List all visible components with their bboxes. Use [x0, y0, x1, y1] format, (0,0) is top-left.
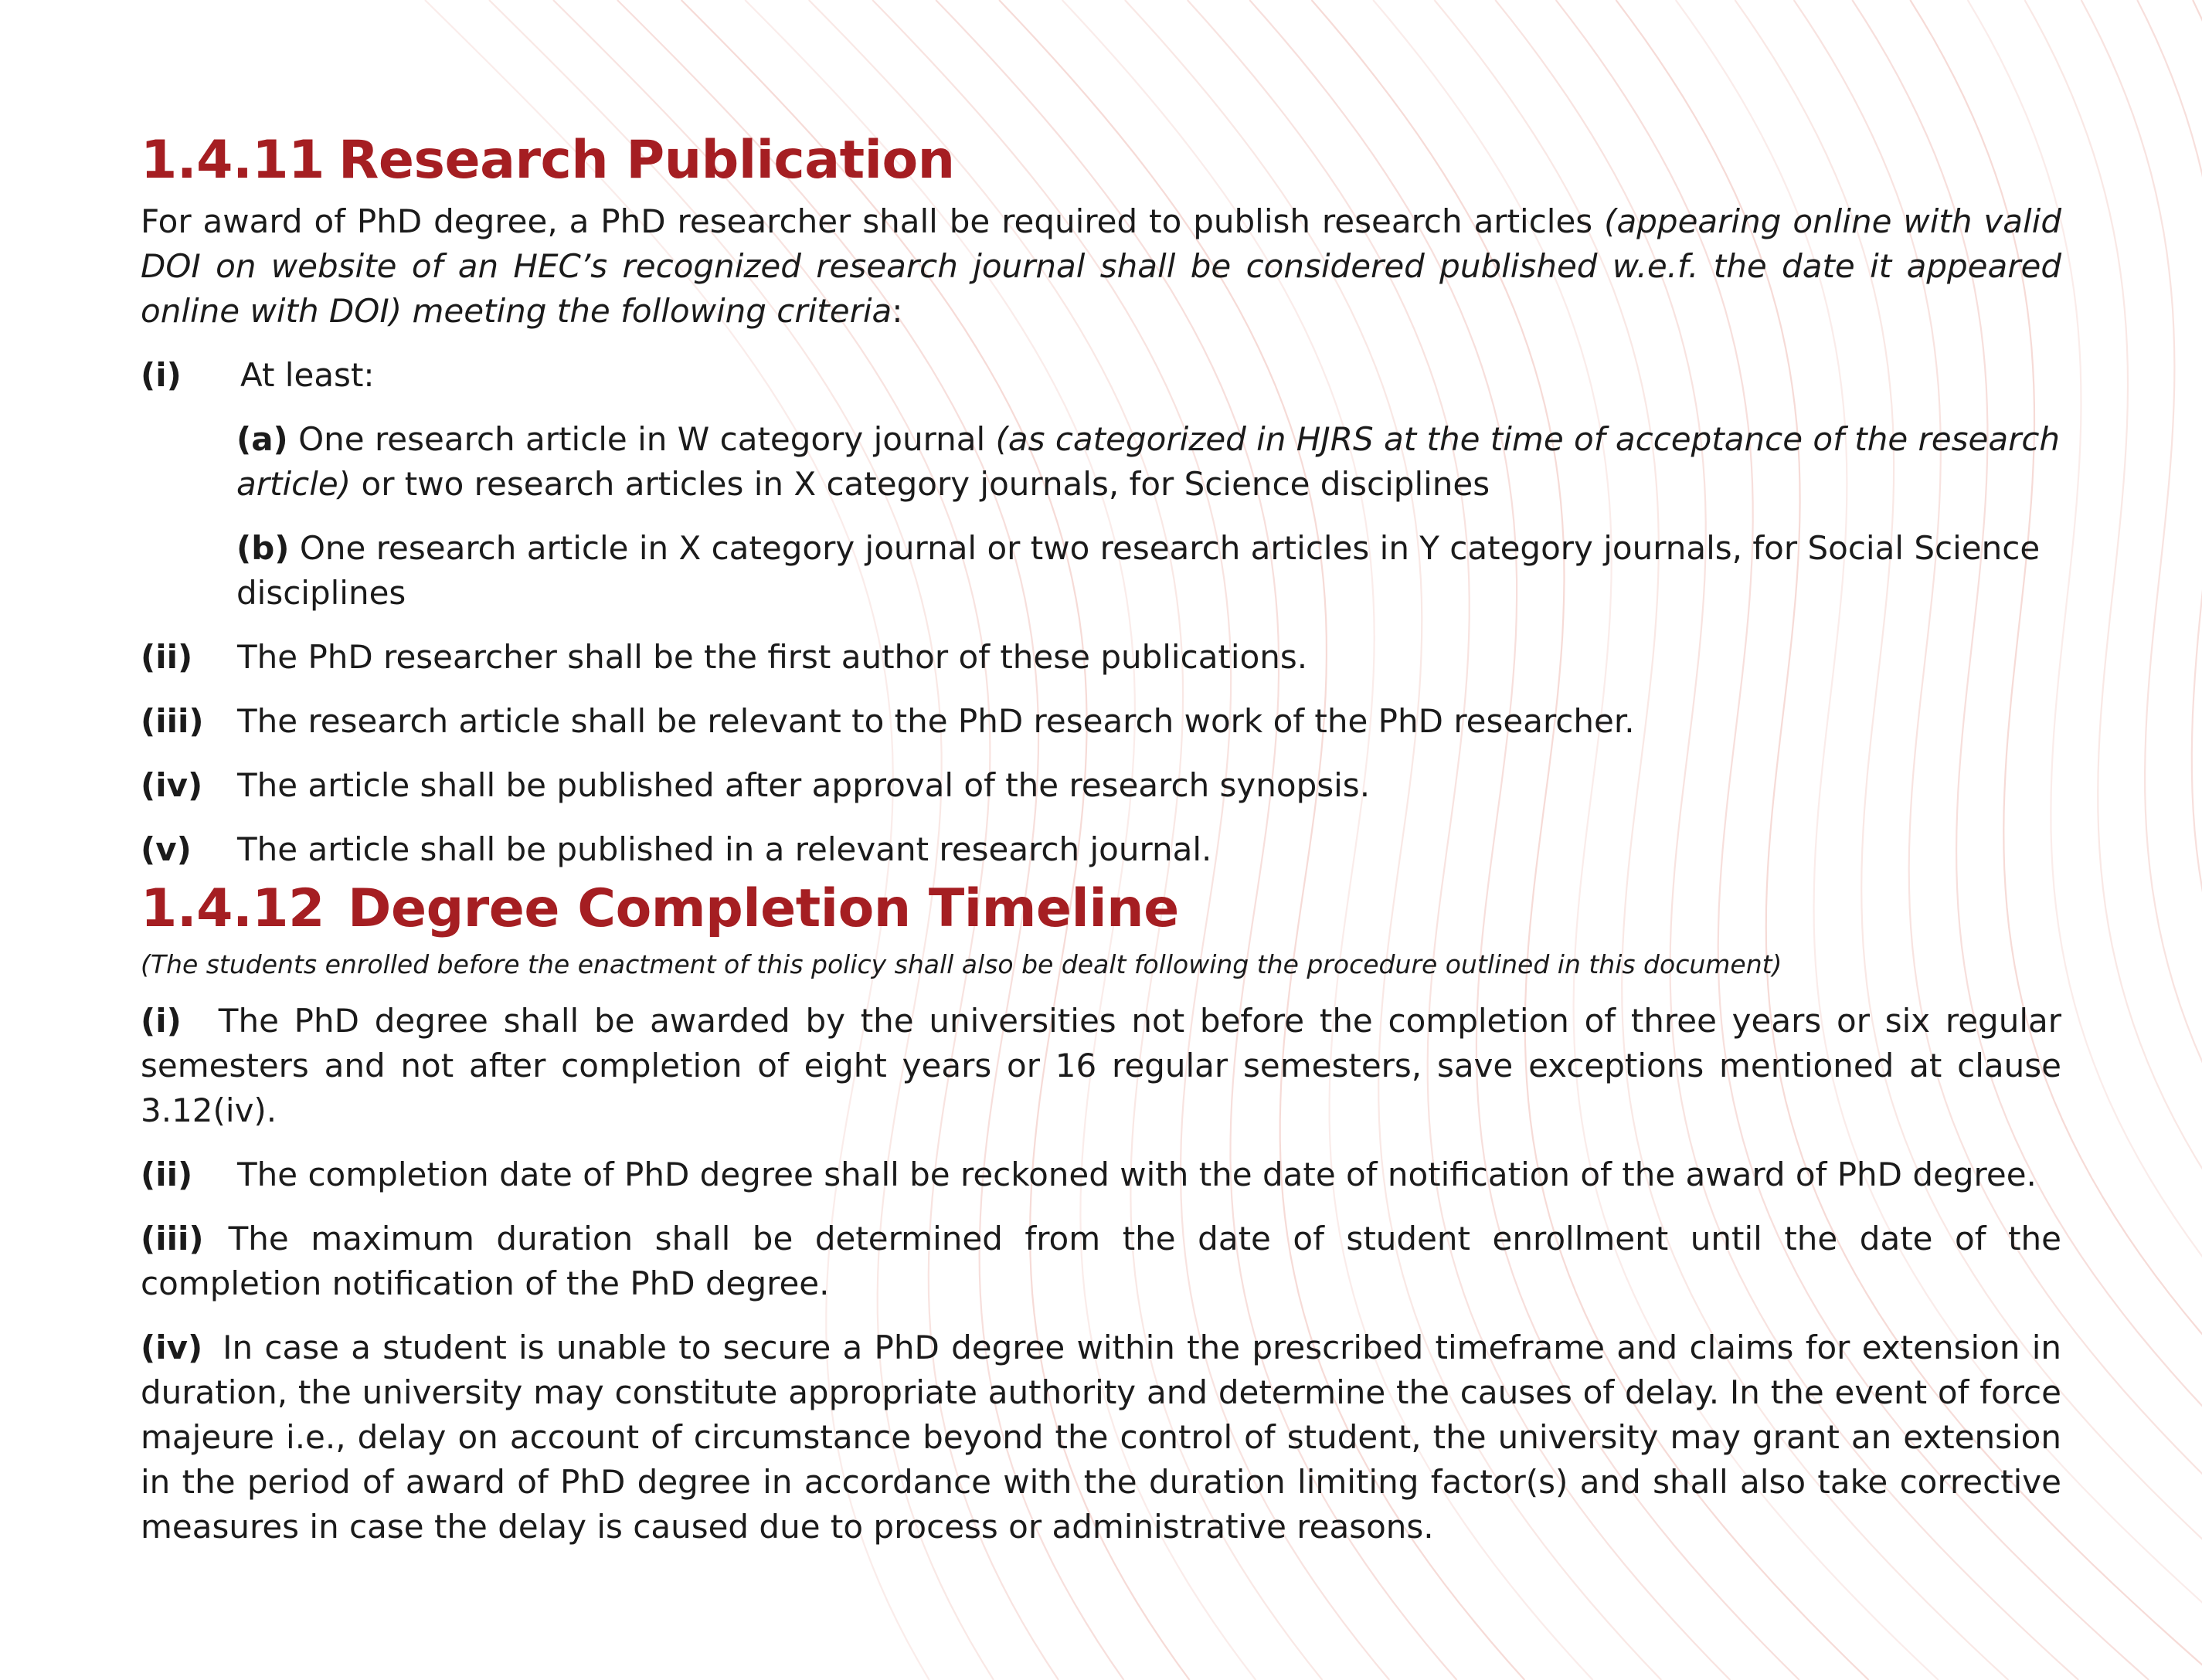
section-heading-degree-completion-timeline [141, 878, 2061, 940]
document-page [141, 130, 2061, 1549]
list-text: In case a student is unable to secure a PhD degree within the prescribed timeframe and claims for extension in duration, the university may constitute appropriate authority and determine the causes of delay. In the event of force majeure i.e., delay on account of circumstance beyond the control of student, the university may grant an extension in the period of award of PhD degree in accordance with the duration limiting factor(s) and shall also take corrective measures in case the delay is caused due to process or administrative reasons. [141, 1329, 2061, 1546]
list-marker: (v) [141, 830, 192, 868]
list-marker: (i) [141, 356, 182, 394]
sub-item-marker: (b) [236, 529, 290, 567]
sub-item-marker: (a) [236, 420, 288, 458]
sub-item-text: One research article in W category journal [287, 420, 996, 458]
timeline-item [141, 999, 2061, 1133]
list-item [141, 1152, 2061, 1197]
list-item [141, 763, 2061, 808]
sub-item-text: One research article in X category journal or two research articles in Y category journals, for Social Science disciplines [236, 529, 2041, 612]
list-marker: (ii) [141, 1156, 193, 1193]
list-marker: (i) [141, 1002, 182, 1040]
list-item [141, 635, 2061, 680]
timeline-item [141, 1325, 2061, 1549]
intro-text: For award of PhD degree, a PhD researcher shall be required to publish research articles [141, 202, 1605, 240]
list-text: The research article shall be relevant to the PhD research work of the PhD researcher. [237, 702, 1635, 740]
list-item [141, 827, 2061, 872]
intro-italic-text: (appearing online with valid DOI on website of an HEC’s recognized research journal shall be considered published w.e.f. the date it appeared online with DOI) meeting the following criteria [141, 202, 2061, 330]
list-text: The PhD researcher shall be the first author of these publications. [237, 638, 1308, 676]
list-text: The completion date of PhD degree shall be reckoned with the date of notification of the award of PhD degree. [237, 1156, 2037, 1193]
sub-item-text-end: or two research articles in X category journals, for Science disciplines [351, 465, 1490, 503]
timeline-item [141, 1217, 2061, 1306]
section-number: 1.4.12 [141, 878, 325, 939]
section-number: 1.4.11 [141, 130, 325, 191]
sub-item [141, 526, 2061, 616]
list-marker: (ii) [141, 638, 193, 676]
list-item [141, 353, 2061, 398]
intro-paragraph [141, 199, 2061, 334]
list-text: The article shall be published in a relevant research journal. [237, 830, 1212, 868]
list-text: The article shall be published after approval of the research synopsis. [237, 766, 1371, 804]
sub-item [141, 417, 2061, 507]
list-marker: (iv) [141, 766, 203, 804]
background-wave-line [2193, 0, 2202, 1680]
list-item [141, 699, 2061, 744]
list-text: At least: [240, 356, 375, 394]
list-marker: (iii) [141, 1220, 204, 1257]
list-text: The PhD degree shall be awarded by the universities not before the completion of three years or six regular semesters and not after completion of eight years or 16 regular semesters, save exceptions mentioned at clause 3.12(iv). [141, 1002, 2061, 1129]
list-text: The maximum duration shall be determined from the date of student enrollment until the date of the completion notification of the PhD degree. [141, 1220, 2061, 1302]
sub-item-italic: (as categorized in HJRS at the time of acceptance of the research article) [236, 420, 2061, 503]
list-marker: (iv) [141, 1329, 203, 1366]
section-title: Research Publication [338, 130, 955, 191]
intro-colon: : [892, 292, 903, 330]
section-heading-research-publication [141, 130, 2061, 192]
section-note: (The students enrolled before the enactment of this policy shall also be dealt following the procedure outlined in this document) [141, 949, 1782, 979]
section-title: Degree Completion Timeline [348, 878, 1179, 939]
list-marker: (iii) [141, 702, 204, 740]
